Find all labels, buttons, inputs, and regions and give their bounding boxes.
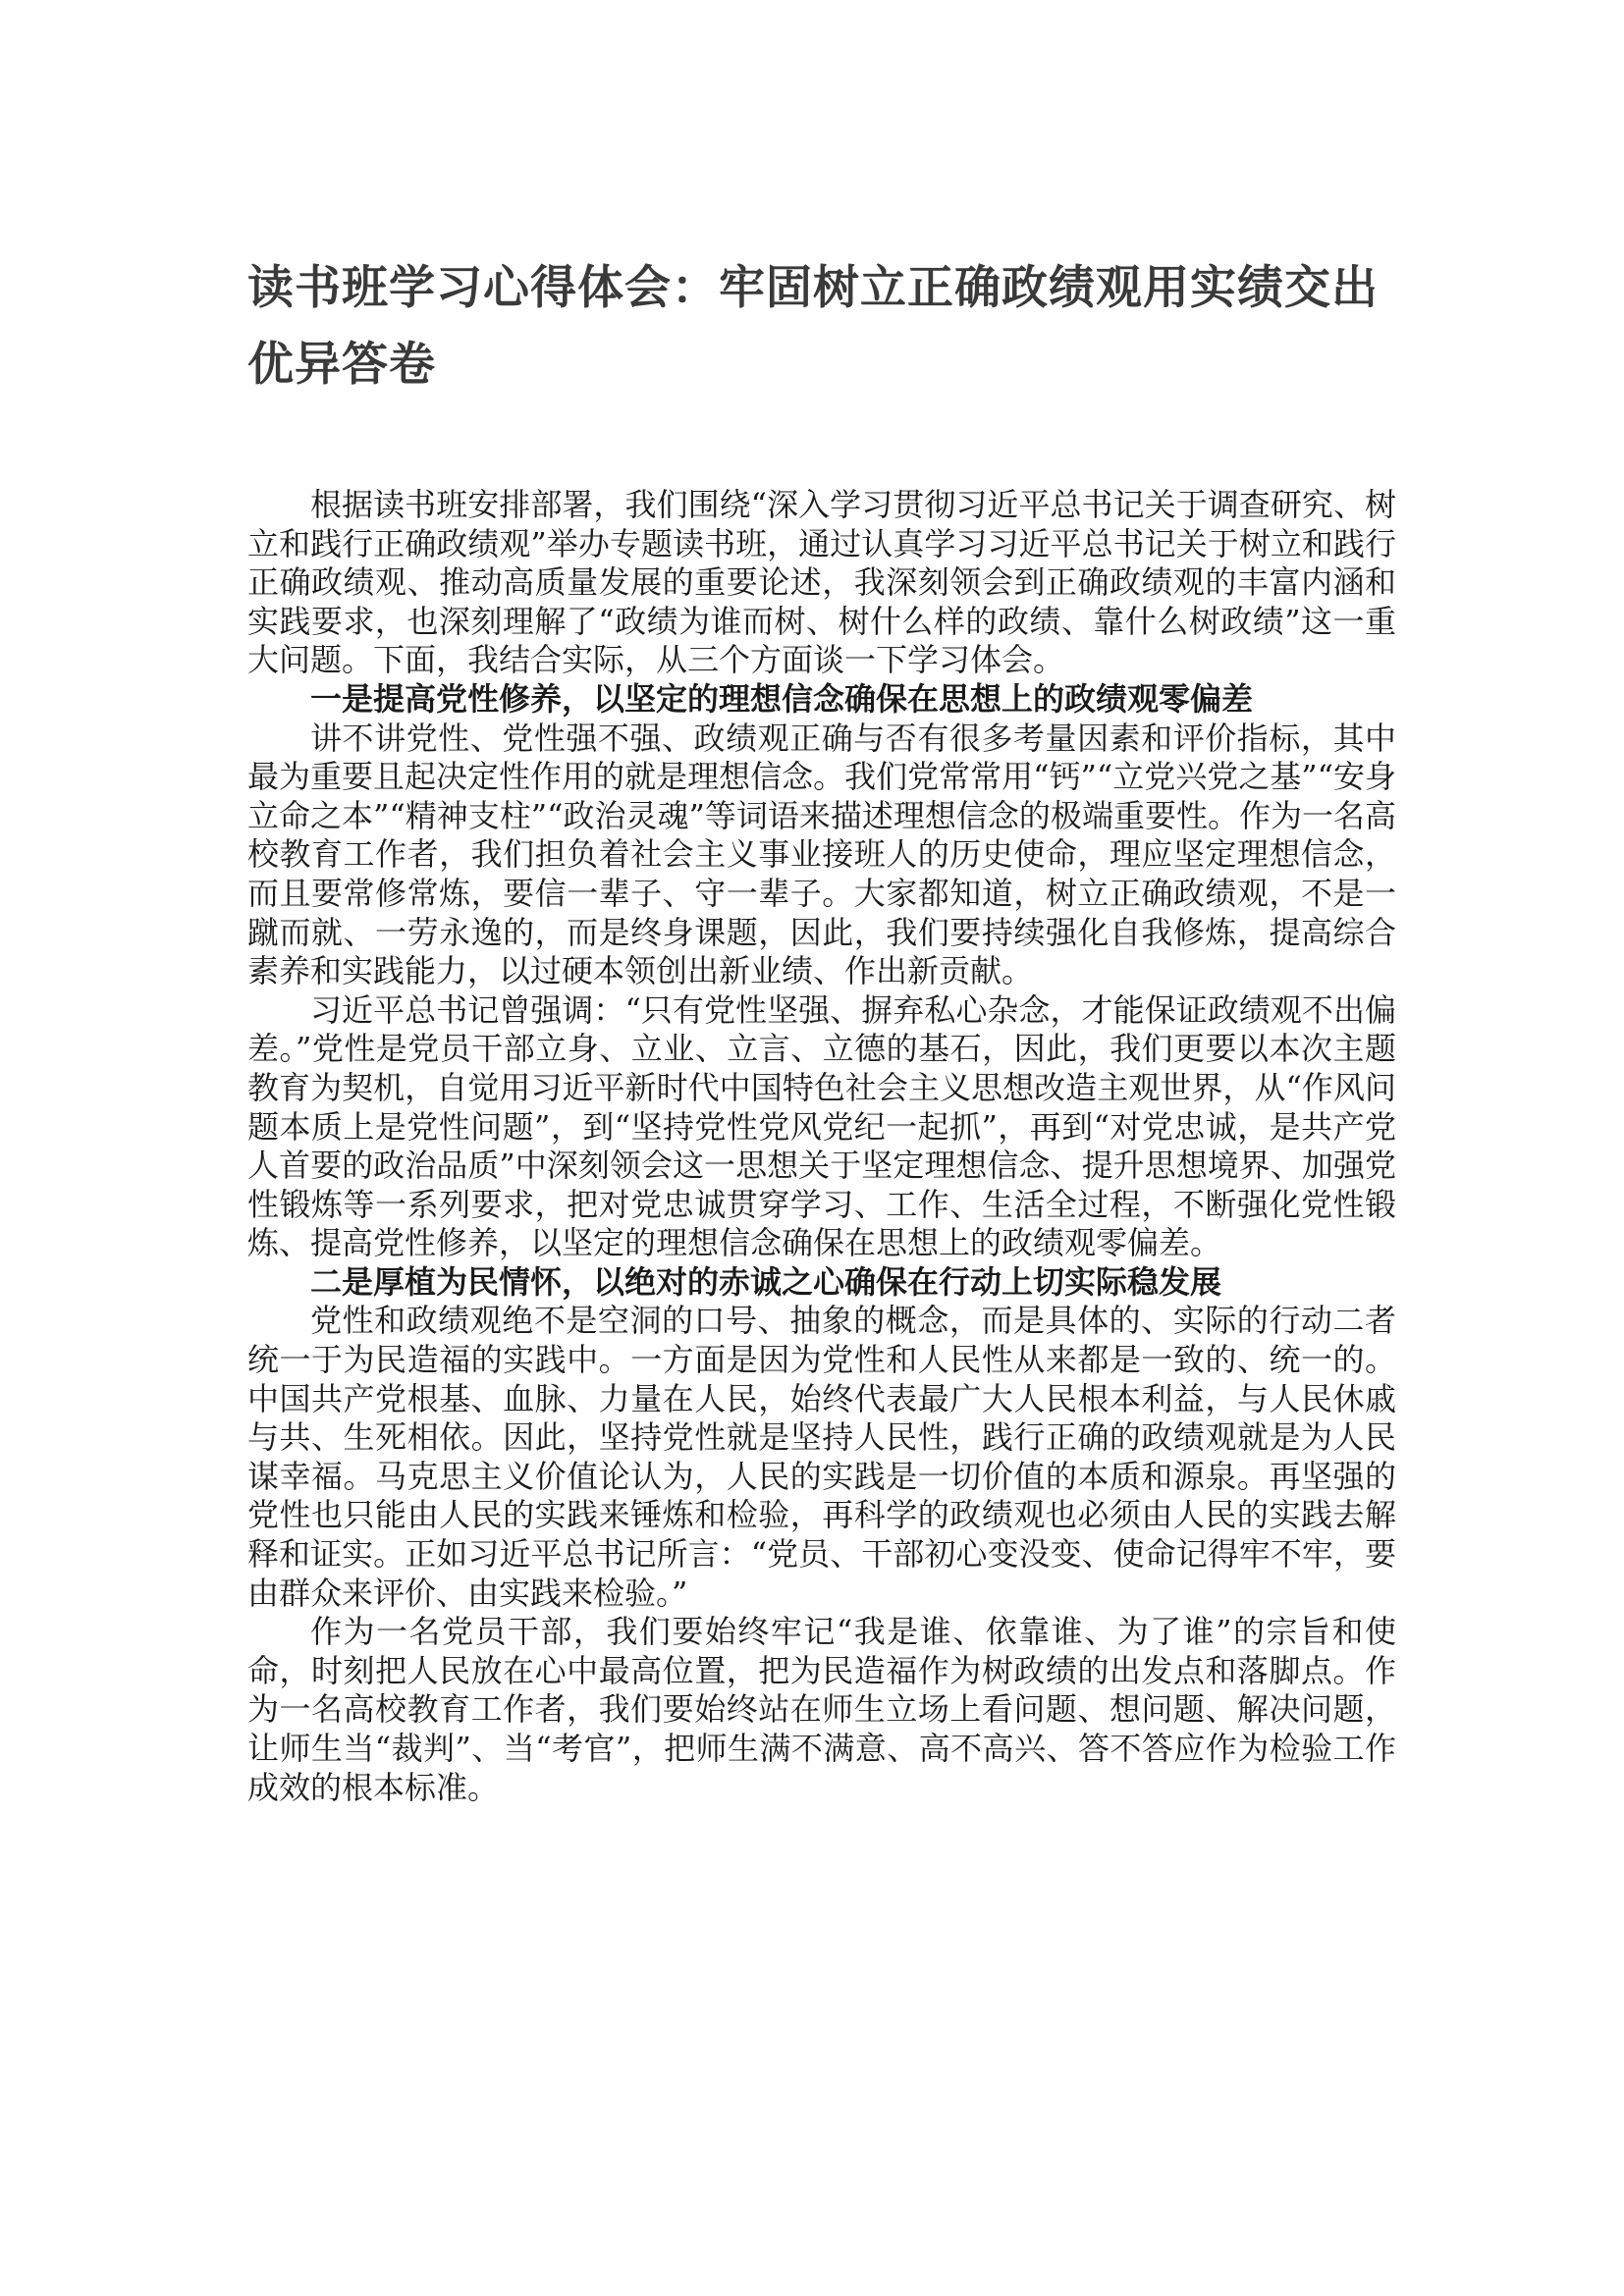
- section-heading-1: 一是提高党性修养，以坚定的理想信念确保在思想上的政绩观零偏差: [310, 679, 1254, 718]
- section-2-paragraph-2: 作为一名党员干部，我们要始终牢记“我是谁、依靠谁、为了谁”的宗旨和使命，时刻把人民放在心中最高位置，把为民造福作为树政绩的出发点和落脚点。作为一名高校教育工作者，我们要始终站在师生立场上看问题、想问题、解决问题，让师生当“裁判”、当“考官”，把师生满不满意、高不高兴、答不答应作为检验工作成效的根本标准。: [247, 1613, 1396, 1806]
- section-1-paragraph-1: 讲不讲党性、党性强不强、政绩观正确与否有很多考量因素和评价指标，其中最为重要且起决定性作用的就是理想信念。我们党常常用“钙”“立党兴党之基”“安身立命之本”“精神支柱”“政治灵魂”等词语来描述理想信念的极端重要性。作为一名高校教育工作者，我们担负着社会主义事业接班人的历史使命，理应坚定理想信念，而且要常修常炼，要信一辈子、守一辈子。大家都知道，树立正确政绩观，不是一蹴而就、一劳永逸的，而是终身课题，因此，我们要持续强化自我修炼，提高综合素养和实践能力，以过硬本领创出新业绩、作出新贡献。: [247, 719, 1396, 990]
- section-1-paragraph-2: 习近平总书记曾强调：“只有党性坚强、摒弃私心杂念，才能保证政绩观不出偏差。”党性是党员干部立身、立业、立言、立德的基石，因此，我们更要以本次主题教育为契机，自觉用习近平新时代中国特色社会主义思想改造主观世界，从“作风问题本质上是党性问题”，到“坚持党性党风党纪一起抓”，再到“对党忠诚，是共产党人首要的政治品质”中深刻领会这一思想关于坚定理想信念、提升思想境界、加强党性锻炼等一系列要求，把对党忠诚贯穿学习、工作、生活全过程，不断强化党性锻炼、提高党性修养，以坚定的理想信念确保在思想上的政绩观零偏差。: [247, 990, 1396, 1262]
- document-body: [247, 486, 1396, 1807]
- document-title: 读书班学习心得体会：牢固树立正确政绩观用实绩交出优异答卷: [247, 261, 1379, 392]
- intro-paragraph: 根据读书班安排部署，我们围绕“深入学习贯彻习近平总书记关于调查研究、树立和践行正确政绩观”举办专题读书班，通过认真学习习近平总书记关于树立和践行正确政绩观、推动高质量发展的重要论述，我深刻领会到正确政绩观的丰富内涵和实践要求，也深刻理解了“政绩为谁而树、树什么样的政绩、靠什么树政绩”这一重大问题。下面，我结合实际，从三个方面谈一下学习体会。: [247, 486, 1396, 679]
- section-heading-2: 二是厚植为民情怀，以绝对的赤诚之心确保在行动上切实际稳发展: [310, 1262, 1222, 1301]
- section-2-paragraph-1: 党性和政绩观绝不是空洞的口号、抽象的概念，而是具体的、实际的行动二者统一于为民造福的实践中。一方面是因为党性和人民性从来都是一致的、统一的。中国共产党根基、血脉、力量在人民，始终代表最广大人民根本利益，与人民休戚与共、生死相依。因此，坚持党性就是坚持人民性，践行正确的政绩观就是为人民谋幸福。马克思主义价值论认为，人民的实践是一切价值的本质和源泉。再坚强的党性也只能由人民的实践来锤炼和检验，再科学的政绩观也必须由人民的实践去解释和证实。正如习近平总书记所言：“党员、干部初心变没变、使命记得牢不牢，要由群众来评价、由实践来检验。”: [247, 1302, 1396, 1612]
